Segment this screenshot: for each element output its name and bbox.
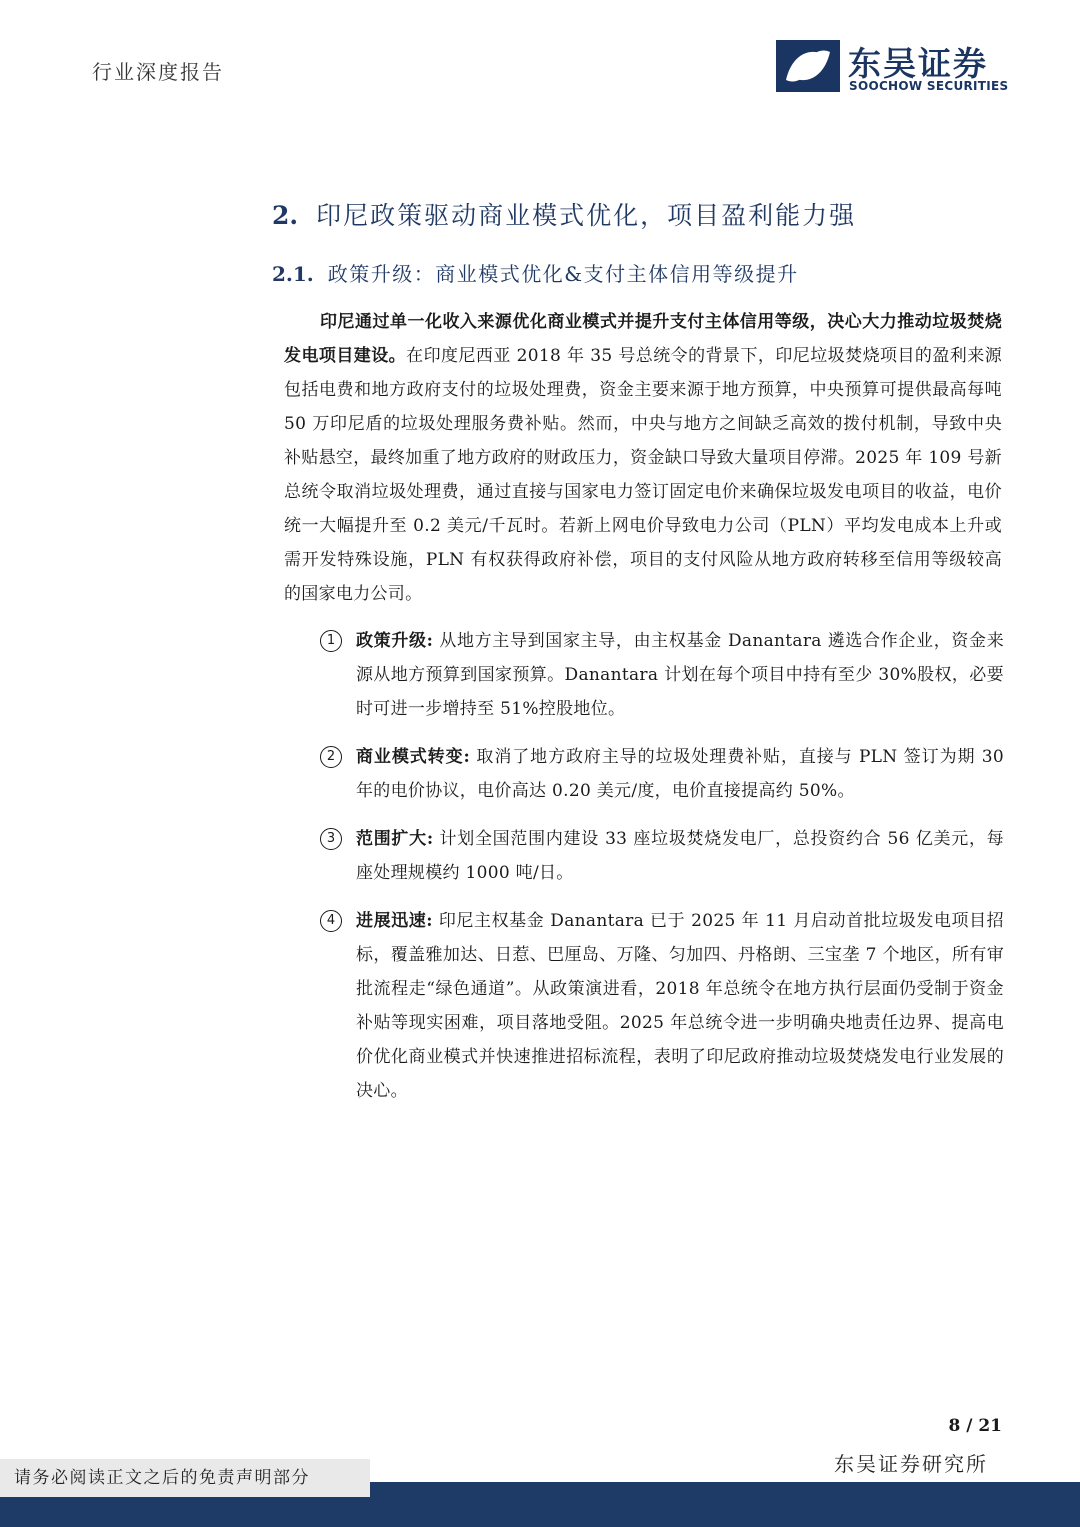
soochow-logo-icon: [776, 40, 840, 92]
policy-item: [320, 740, 1004, 808]
circled-number-badge: 1: [320, 630, 342, 652]
policy-item-body: 从地方主导到国家主导，由主权基金 Danantara 遴选合作企业，资金来源从地方预算到国家预算。Danantara 计划在每个项目中持有至少 30%股权，必要时可进一步增持至 51%控股地位。: [356, 631, 1005, 719]
policy-item: [320, 822, 1004, 890]
policy-item-body: 计划全国范围内建设 33 座垃圾焚烧发电厂，总投资约合 56 亿美元，每座处理规模约 1000 吨/日。: [356, 829, 1004, 883]
section-title: 印尼政策驱动商业模式优化，项目盈利能力强: [316, 201, 857, 230]
subsection-number: 2.1.: [272, 262, 314, 286]
section-heading: [272, 196, 856, 232]
policy-item-text: [356, 822, 1004, 890]
soochow-logo: [776, 40, 1009, 96]
section-number: 2.: [272, 201, 299, 230]
logo-chinese-name: 东吴证券: [848, 44, 988, 83]
subsection-heading: [272, 258, 799, 287]
policy-item-body: 取消了地方政府主导的垃圾处理费补贴，直接与 PLN 签订为期 30 年的电价协议，电价高达 0.20 美元/度，电价直接提高约 50%。: [356, 747, 1004, 801]
policy-item-list: [320, 624, 1004, 1122]
body-lead-bold: 印尼通过单一化收入来源优化商业模式并提升支付主体信用等级，决心大力推动垃圾焚烧发电项目建设。: [284, 312, 1002, 366]
page-number: 8 / 21: [948, 1416, 1002, 1436]
logo-english-name: SOOCHOW SECURITIES: [849, 79, 1009, 93]
policy-item-label: 商业模式转变:: [356, 747, 471, 767]
policy-item-text: [356, 740, 1004, 808]
policy-item-body: 印尼主权基金 Danantara 已于 2025 年 11 月启动首批垃圾发电项目招标，覆盖雅加达、日惹、巴厘岛、万隆、匀加四、丹格朗、三宝垄 7 个地区，所有审批流程走“绿色通道”。从政策演进看，2018 年总统令在地方执行层面仍受制于资金补贴等现实困难，项目落地受阻。2025 年总统令进一步明确央地责任边界、提高电价优化商业模式并快速推进招标流程，表明了印尼政府推动垃圾焚烧发电行业发展的决心。: [356, 911, 1004, 1101]
policy-item-text: [356, 904, 1004, 1108]
footer-brand: 东吴证券研究所: [834, 1452, 988, 1476]
circled-number-badge: 3: [320, 828, 342, 850]
subsection-title: 政策升级：商业模式优化&支付主体信用等级提升: [327, 262, 799, 286]
policy-item-label: 政策升级:: [356, 631, 434, 651]
policy-item: [320, 624, 1004, 726]
policy-item-text: [356, 624, 1004, 726]
disclaimer-notice: 请务必阅读正文之后的免责声明部分: [0, 1459, 370, 1497]
policy-item-label: 范围扩大:: [356, 829, 434, 849]
circled-number-badge: 2: [320, 746, 342, 768]
policy-item: [320, 904, 1004, 1108]
body-text: 在印度尼西亚 2018 年 35 号总统令的背景下，印尼垃圾焚烧项目的盈利来源包括电费和地方政府支付的垃圾处理费，资金主要来源于地方预算，中央预算可提供最高每吨 50 万印尼盾的垃圾处理服务费补贴。然而，中央与地方之间缺乏高效的拨付机制，导致中央补贴悬空，最终加重了地方政府的财政压力，资金缺口导致大量项目停滞。2025 年 109 号新总统令取消垃圾处理费，通过直接与国家电力签订固定电价来确保垃圾发电项目的收益，电价统一大幅提升至 0.2 美元/千瓦时。若新上网电价导致电力公司（PLN）平均发电成本上升或需开发特殊设施，PLN 有权获得政府补偿，项目的支付风险从地方政府转移至信用等级较高的国家电力公司。: [284, 346, 1002, 604]
circled-number-badge: 4: [320, 910, 342, 932]
report-type-label: 行业深度报告: [92, 60, 224, 84]
body-paragraph: [284, 305, 1002, 611]
policy-item-label: 进展迅速:: [356, 911, 433, 931]
